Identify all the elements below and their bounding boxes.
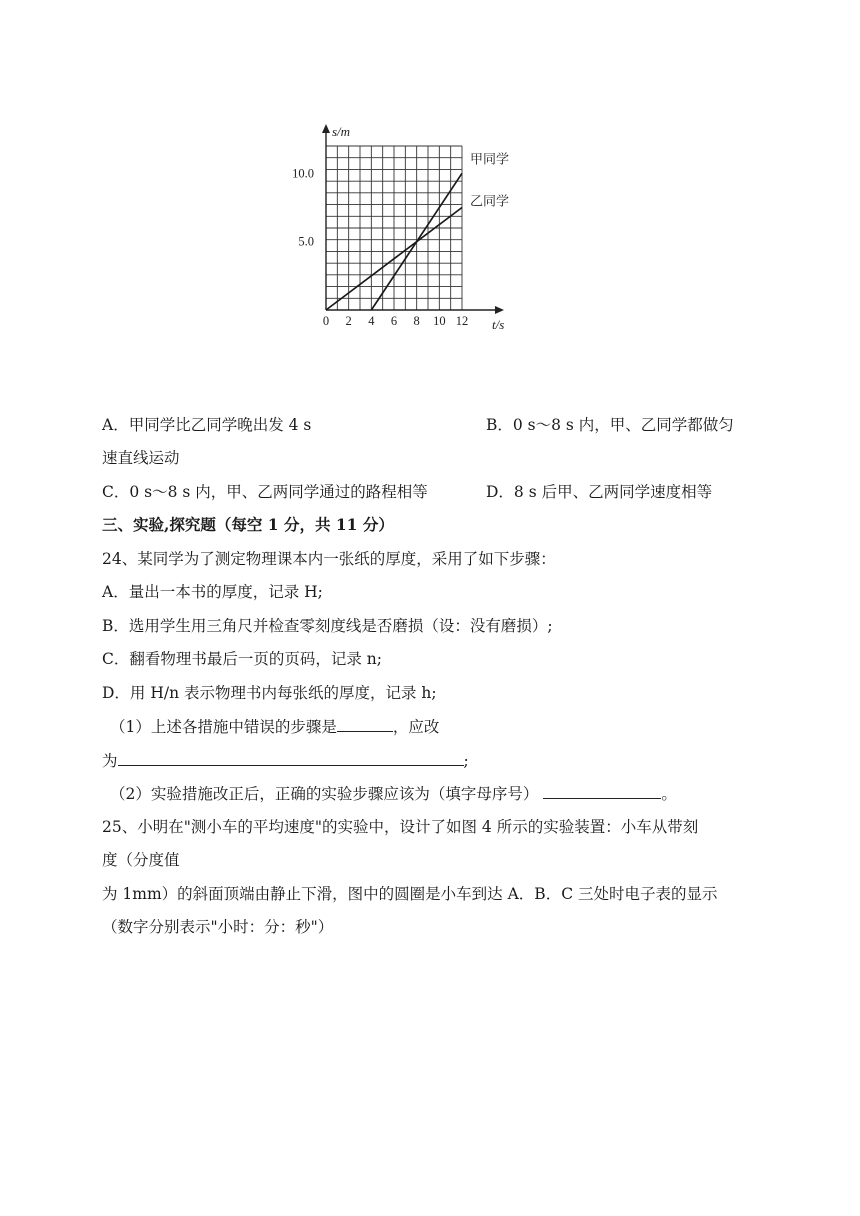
- answer-blank-order[interactable]: [543, 782, 661, 799]
- q24-part2-prompt: （2）实验措施改正后，正确的实验步骤应该为（填字母序号）: [110, 785, 539, 803]
- q24-part1-wei: 为: [102, 752, 118, 770]
- s-t-graph: [270, 118, 530, 344]
- x-tick-label: 10: [433, 314, 446, 328]
- q24-part2: [110, 782, 677, 805]
- x-tick-label: 4: [368, 314, 375, 328]
- y-tick-label: 5.0: [298, 234, 314, 249]
- x-tick-label: 12: [455, 314, 469, 328]
- answer-blank-correction[interactable]: [118, 749, 464, 766]
- question-25-line4: （数字分别表示"小时：分：秒"）: [102, 918, 334, 936]
- q24-step-d: D．用 H/n 表示物理书内每张纸的厚度，记录 h;: [102, 684, 437, 702]
- x-tick-label: 2: [345, 314, 352, 328]
- q24-part2-end: 。: [661, 785, 677, 803]
- q24-step-c: C．翻看物理书最后一页的页码，记录 n;: [102, 650, 382, 668]
- option-c: C．0 s～8 s 内，甲、乙两同学通过的路程相等: [102, 483, 428, 501]
- question-25-line2: 度（分度值: [102, 851, 180, 869]
- q24-part1-end: ;: [463, 752, 469, 770]
- x-tick-label: 6: [390, 314, 398, 328]
- q24-part1-prompt: （1）上述各措施中错误的步骤是: [110, 718, 337, 736]
- question-24: 24、某同学为了测定物理课本内一张纸的厚度，采用了如下步骤：: [102, 550, 556, 568]
- x-tick-label: 8: [413, 314, 420, 328]
- option-a: A．甲同学比乙同学晚出发 4 s: [102, 416, 312, 434]
- x-axis-label: t/s: [492, 317, 505, 332]
- q24-step-a: A．量出一本书的厚度，记录 H;: [102, 583, 323, 601]
- section-heading: 三、实验,探究题（每空 1 分，共 11 分）: [102, 515, 394, 534]
- answer-blank-wrong-step[interactable]: [337, 715, 393, 732]
- q24-part1: [110, 715, 439, 738]
- question-25-line1: 25、小明在"测小车的平均速度"的实验中，设计了如图 4 所示的实验装置：小车从带刻: [102, 818, 699, 836]
- option-b-line2: 速直线运动: [102, 449, 180, 467]
- option-d: D．8 s 后甲、乙两同学速度相等: [486, 483, 713, 501]
- series-label-1: 甲同学: [470, 151, 510, 167]
- question-25-line3: 为 1mm）的斜面顶端由静止下滑，图中的圆圈是小车到达 A．B．C 三处时电子表的显示: [102, 885, 718, 903]
- x-tick-label: 0: [322, 314, 330, 328]
- q24-part1-continued: [102, 749, 469, 772]
- option-b-line1: B．0 s～8 s 内，甲、乙同学都做匀: [486, 416, 734, 434]
- q24-part1-suffix: ，应改: [392, 718, 440, 736]
- series-label-2: 乙同学: [470, 193, 510, 209]
- y-tick-label: 10.0: [292, 166, 314, 181]
- q24-step-b: B．选用学生用三角尺并检查零刻度线是否磨损（设：没有磨损）;: [102, 617, 553, 635]
- y-axis-label: s/m: [332, 124, 351, 139]
- chart-grid: [326, 146, 462, 310]
